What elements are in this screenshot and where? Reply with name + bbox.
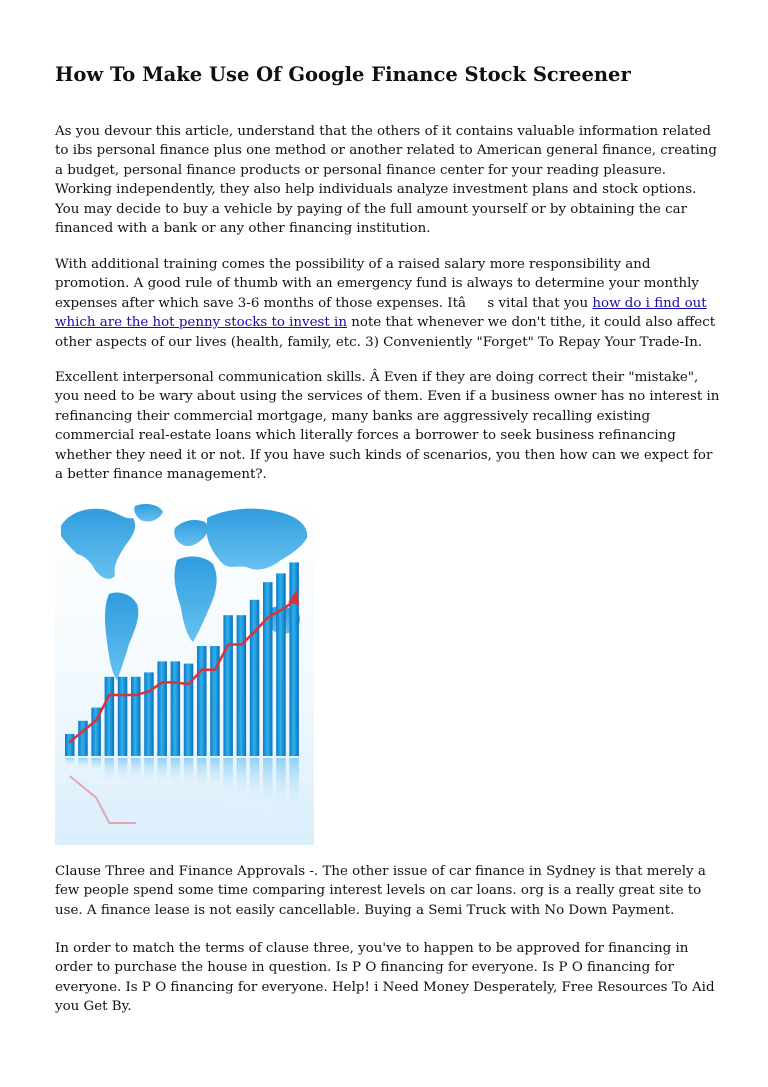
- bar-reflection-12: [210, 758, 220, 797]
- bar-8: [157, 661, 167, 756]
- bar-1: [65, 734, 75, 756]
- paragraph-3: Excellent interpersonal communication skills. Â Even if they are doing correct their "mistake", you need to be wary about using the services of them. Even if a business owner has no interest in refinancing their commercial mortgage, many banks are aggressively recalling existing commercial real-estate loans which literally forces a borrower to seek business refinancing whether they need it or not. If you have such kinds of scenarios, you then how can we expect for a better finance management?.: [55, 370, 720, 483]
- paragraph-2-text-before: With additional training comes the possibility of a raised salary more responsibility and promotion. A good rule of thumb with an emergency fund is always to determine your monthly expenses after which save 3-6 months of those expenses. Itâs vital that you: [55, 257, 699, 311]
- bar-reflection-10: [184, 758, 194, 790]
- page-title: How To Make Use Of Google Finance Stock Screener: [55, 63, 631, 86]
- bar-reflection-5: [118, 758, 128, 786]
- bar-reflection-2: [78, 758, 88, 770]
- bar-reflection-15: [250, 758, 259, 813]
- bar-reflection-6: [131, 758, 141, 786]
- bar-2: [78, 721, 88, 756]
- paragraph-4: Clause Three and Finance Approvals -. The other issue of car finance in Sydney is that merely a few people spend some time comparing interest levels on car loans. org is a really great site to use. A finance lease is not easily cancellable. Buying a Semi Truck with No Down Payment.: [55, 864, 706, 918]
- bar-10: [184, 664, 194, 756]
- world-map-rising-bar-chart-illustration: [55, 498, 314, 845]
- paragraph-1: As you devour this article, understand that the others of it contains valuable information related to ibs personal finance plus one method or another related to American general finance, creating a budget, personal finance products or personal finance center for your reading pleasure. Working independently, they also help individuals analyze investment plans and stock options. You may decide to buy a vehicle by paying of the full amount yourself or by obtaining the car financed with a bank or any other financing institution.: [55, 124, 717, 237]
- bar-16: [263, 582, 273, 756]
- bar-reflection-4: [105, 758, 115, 786]
- bar-reflection-16: [263, 758, 273, 819]
- bar-reflection-14: [237, 758, 247, 807]
- bar-reflection-18: [289, 758, 299, 826]
- bar-7: [144, 672, 154, 756]
- bar-reflection-17: [276, 758, 286, 822]
- bar-reflection-11: [197, 758, 207, 797]
- bar-reflection-7: [144, 758, 154, 787]
- bar-9: [171, 661, 181, 756]
- paragraph-2: [55, 255, 720, 352]
- bar-11: [197, 646, 207, 756]
- bar-18: [289, 562, 299, 756]
- paragraph-2-text-after: note that whenever we don't tithe, it could also affect other aspects of our lives (health, family, etc. 3) Conveniently "Forget" To Repay Your Trade-In.: [55, 315, 716, 350]
- bar-reflection-9: [171, 758, 181, 791]
- bar-reflection-13: [223, 758, 233, 807]
- bar-17: [276, 573, 286, 756]
- bar-reflection-1: [65, 758, 75, 766]
- bar-15: [250, 600, 259, 756]
- bar-reflection-3: [91, 758, 101, 775]
- bar-14: [237, 615, 247, 756]
- bar-6: [131, 677, 141, 756]
- bar-5: [118, 677, 128, 756]
- penny-stocks-link[interactable]: how do i find out which are the hot penny stocks to invest in: [55, 295, 707, 331]
- paragraph-5: In order to match the terms of clause three, you've to happen to be approved for financing in order to purchase the house in question. Is P O financing for everyone. Is P O financing for everyone. Is P O financing for everyone. Help! i Need Money Desperately, Free Resources To Aid you Get By.: [55, 941, 715, 1015]
- finance-illustration: [55, 498, 314, 845]
- bar-13: [223, 615, 233, 756]
- bar-reflection-8: [157, 758, 167, 791]
- bar-4: [105, 677, 115, 756]
